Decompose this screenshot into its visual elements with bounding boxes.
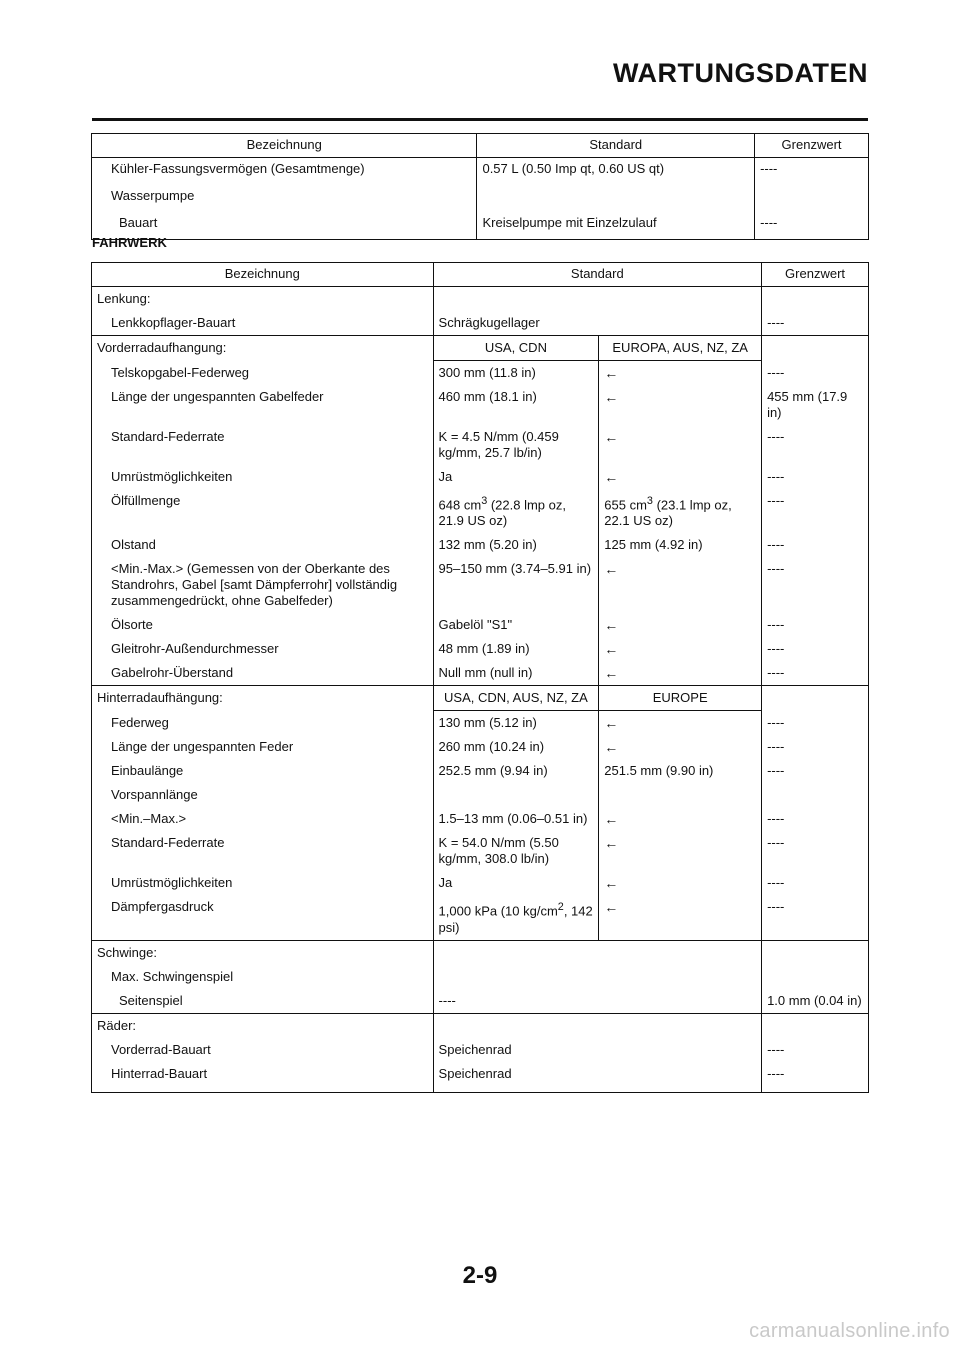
spec-limit: ----: [762, 759, 869, 783]
spec-limit: ----: [762, 807, 869, 831]
spec-limit: 1.0 mm (0.04 in): [762, 989, 869, 1014]
table-row: [92, 613, 869, 637]
spec-name: Kühler-Fassungsvermögen (Gesamtmenge): [111, 161, 365, 176]
spec-value-1: 132 mm (5.20 in): [433, 533, 599, 557]
table-row: [92, 965, 869, 989]
spec-limit: ----: [762, 533, 869, 557]
spec-name: Vorspannlänge: [111, 787, 198, 803]
spec-value-1: Ja: [433, 465, 599, 489]
spec-value-2: ←: [599, 613, 762, 637]
table-row: [92, 1038, 869, 1062]
spec-value-2: ←: [599, 361, 762, 386]
spec-name: Standard-Federrate: [111, 429, 225, 444]
table-row: [92, 831, 869, 871]
group-label: Schwinge:: [97, 944, 157, 960]
spec-standard: Speichenrad: [433, 1062, 762, 1093]
page-number: 2-9: [462, 1262, 498, 1289]
spec-limit: 455 mm (17.9 in): [762, 385, 869, 425]
table-header-row: [92, 263, 869, 287]
spec-value-2: ←: [599, 637, 762, 661]
table-header-row: [92, 134, 869, 158]
spec-value-1: K = 4.5 N/mm (0.459 kg/mm, 25.7 lb/in): [433, 425, 599, 465]
spec-value-2: ←: [599, 831, 762, 871]
table-row: [92, 711, 869, 736]
sub-header-europa: EUROPA, AUS, NZ, ZA: [599, 336, 762, 361]
table-row: [92, 895, 869, 940]
spec-limit: ----: [762, 871, 869, 895]
spec-name: Ölfüllmenge: [111, 493, 181, 508]
spec-value-2: 655 $cm^3$ (23.1 lmp oz, 22.1 US oz): [599, 489, 762, 533]
table-row: [92, 637, 869, 661]
table-row: [92, 489, 869, 533]
spec-name: Gabelrohr-Überstand: [111, 665, 234, 681]
spec-limit: ----: [762, 557, 869, 613]
spec-value-1: 252.5 mm (9.94 in): [433, 759, 599, 783]
chassis-spec-table: [91, 262, 869, 1093]
spec-limit: ----: [762, 613, 869, 637]
header-standard: Standard: [477, 134, 755, 158]
header-bezeichnung: Bezeichnung: [92, 263, 434, 287]
group-row-rear-suspension: [92, 686, 869, 711]
spec-name: Seitenspiel: [119, 992, 183, 1008]
spec-name: Länge der ungespannten Feder: [111, 739, 294, 755]
spec-value-1: Ja: [433, 871, 599, 895]
header-grenzwert: Grenzwert: [762, 263, 869, 287]
table-row: [92, 533, 869, 557]
spec-limit: ----: [762, 465, 869, 489]
spec-name: Wasserpumpe: [111, 188, 195, 203]
spec-limit: ----: [762, 735, 869, 759]
section-heading-fahrwerk: FAHRWERK: [92, 235, 167, 250]
spec-value-2: ←: [599, 895, 762, 940]
spec-limit: [762, 783, 869, 807]
spec-standard: [477, 185, 755, 212]
table-row: [92, 385, 869, 425]
spec-limit: ----: [762, 711, 869, 736]
title-rule: [92, 118, 868, 121]
table-row: [92, 807, 869, 831]
spec-name: Umrüstmöglichkeiten: [111, 875, 233, 891]
table-row: [92, 735, 869, 759]
spec-value-1: 460 mm (18.1 in): [433, 385, 599, 425]
spec-value-1: 130 mm (5.12 in): [433, 711, 599, 736]
table-row: [92, 158, 869, 186]
group-label: Räder:: [97, 1017, 137, 1033]
table-row: [92, 311, 869, 336]
table-row: [92, 361, 869, 386]
spec-value-2: ←: [599, 871, 762, 895]
watermark: carmanualsonline.info: [749, 1320, 950, 1342]
spec-standard: Speichenrad: [433, 1038, 762, 1062]
sub-header-usa-cdn-aus: USA, CDN, AUS, NZ, ZA: [433, 686, 599, 711]
page-title: WARTUNGSDATEN: [613, 58, 868, 88]
spec-limit: ----: [762, 637, 869, 661]
table-row: [92, 465, 869, 489]
sub-header-usa-cdn: USA, CDN: [433, 336, 599, 361]
spec-value-1: K = 54.0 N/mm (5.50 kg/mm, 308.0 lb/in): [433, 831, 599, 871]
table-row: [92, 425, 869, 465]
spec-limit: ----: [762, 489, 869, 533]
spec-name: Länge der ungespannten Gabelfeder: [111, 389, 324, 404]
spec-value-1: 648 $cm^3$ (22.8 lmp oz, 21.9 US oz): [433, 489, 599, 533]
spec-limit: ----: [762, 311, 869, 336]
spec-value-2: ←: [599, 557, 762, 613]
spec-limit: ----: [762, 361, 869, 386]
spec-value-1: Null mm (null in): [433, 661, 599, 686]
spec-name: Max. Schwingenspiel: [111, 968, 234, 984]
sub-header-europe: EUROPE: [599, 686, 762, 711]
spec-value-1: 260 mm (10.24 in): [433, 735, 599, 759]
group-label: Lenkung:: [97, 291, 151, 306]
spec-value-2: 251.5 mm (9.90 in): [599, 759, 762, 783]
spec-value-2: ←: [599, 465, 762, 489]
spec-limit: ----: [762, 1062, 869, 1093]
spec-value-2: ←: [599, 425, 762, 465]
table-row: [92, 1062, 869, 1093]
spec-name: <Min.–Max.>: [111, 811, 187, 827]
table-row: [92, 185, 869, 212]
spec-value-1: Gabelöl "S1": [433, 613, 599, 637]
spec-standard: 0.57 L (0.50 Imp qt, 0.60 US qt): [477, 158, 755, 186]
spec-standard: ----: [433, 989, 762, 1014]
group-label: Hinterradaufhängung:: [97, 690, 223, 706]
spec-value-1: 1,000 kPa (10 $kg/cm^2$, 142 psi): [433, 895, 599, 940]
spec-value-2: ←: [599, 735, 762, 759]
spec-value-2: ←: [599, 807, 762, 831]
spec-name: Hinterrad-Bauart: [111, 1065, 208, 1081]
spec-limit: ----: [762, 661, 869, 686]
spec-value-1: [433, 783, 599, 807]
spec-value-2: [599, 783, 762, 807]
group-row-swingarm: [92, 940, 869, 965]
table-row: [92, 871, 869, 895]
table-row: [92, 212, 869, 240]
spec-name: Dämpfergasdruck: [111, 899, 214, 915]
spec-value-1: 48 mm (1.89 in): [433, 637, 599, 661]
spec-name: Umrüstmöglichkeiten: [111, 469, 233, 484]
cooling-spec-table: [91, 133, 869, 240]
spec-name: Federweg: [111, 714, 169, 730]
spec-limit: [755, 185, 869, 212]
spec-value-1: 300 mm (11.8 in): [433, 361, 599, 386]
spec-name: Lenkkopflager-Bauart: [111, 315, 236, 330]
spec-name: Standard-Federrate: [111, 835, 225, 851]
spec-name: Telskopgabel-Federweg: [111, 364, 250, 380]
spec-limit: ----: [762, 831, 869, 871]
spec-value-1: 95–150 mm (3.74–5.91 in): [433, 557, 599, 613]
header-bezeichnung: Bezeichnung: [92, 134, 477, 158]
spec-limit: ----: [755, 212, 869, 240]
spec-value-2: ←: [599, 661, 762, 686]
spec-value-2: ←: [599, 385, 762, 425]
spec-limit: ----: [762, 425, 869, 465]
table-row: [92, 989, 869, 1014]
spec-standard: Kreiselpumpe mit Einzelzulauf: [477, 212, 755, 240]
group-row-wheels: [92, 1013, 869, 1038]
header-standard: Standard: [433, 263, 762, 287]
spec-name: Bauart: [119, 215, 158, 230]
table-row: [92, 557, 869, 613]
spec-limit: ----: [762, 895, 869, 940]
spec-name: <Min.-Max.> (Gemessen von der Oberkante des Standrohrs, Gabel [samt Dämpferrohr] vollständig zusammengedrückt, ohne Gabelfeder): [111, 561, 398, 609]
spec-name: Vorderrad-Bauart: [111, 1041, 211, 1057]
spec-name: Olstand: [111, 537, 156, 553]
header-grenzwert: Grenzwert: [755, 134, 869, 158]
table-row: [92, 759, 869, 783]
group-row-front-suspension: [92, 336, 869, 361]
spec-value-2: ←: [599, 711, 762, 736]
spec-value-1: 1.5–13 mm (0.06–0.51 in): [433, 807, 599, 831]
group-row-steering: [92, 287, 869, 312]
spec-limit: ----: [762, 1038, 869, 1062]
table-row: [92, 661, 869, 686]
group-label: Vorderradaufhangung:: [97, 340, 227, 355]
table-row: [92, 783, 869, 807]
spec-name: Ölsorte: [111, 617, 153, 633]
spec-limit: ----: [755, 158, 869, 186]
spec-name: Gleitrohr-Außendurchmesser: [111, 641, 279, 657]
spec-standard: Schrägkugellager: [433, 311, 762, 336]
spec-value-2: 125 mm (4.92 in): [599, 533, 762, 557]
spec-name: Einbaulänge: [111, 763, 184, 779]
